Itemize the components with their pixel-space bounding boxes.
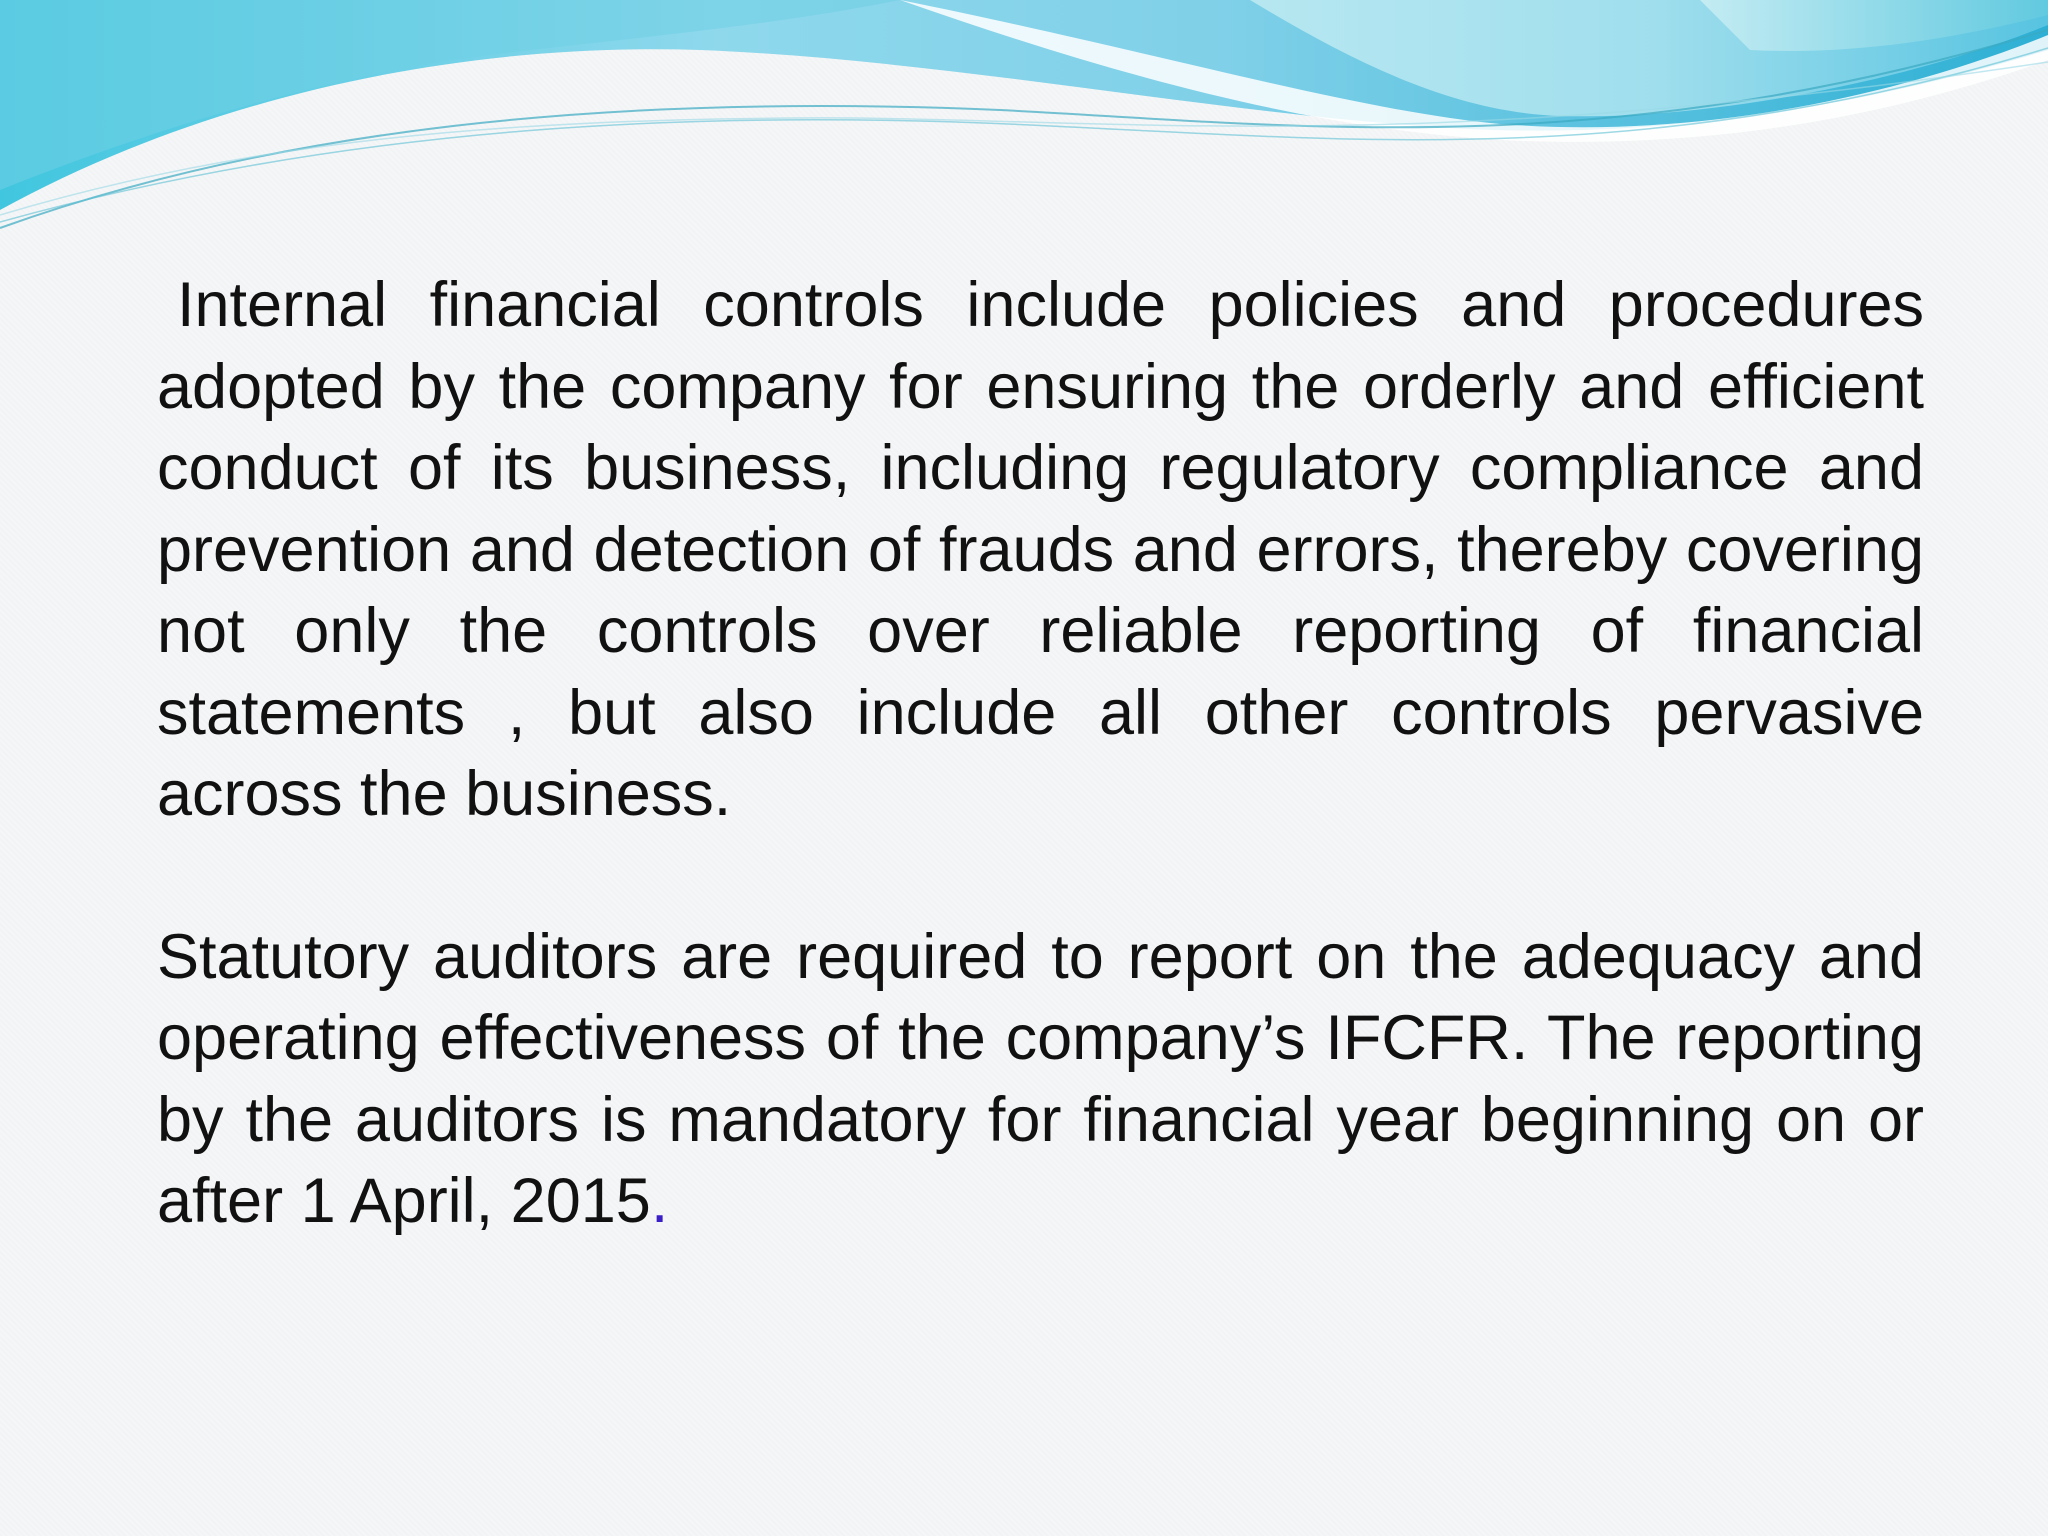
header-wave-decoration xyxy=(0,0,2048,240)
paragraph-statutory-auditors xyxy=(157,917,1924,1243)
slide-body xyxy=(157,265,1924,1243)
paragraph-internal-controls: Internal financial controls include policies and procedures adopted by the company for ensuring the orderly and efficient conduct of its business, including regulatory compliance and prevention and detection of frauds and errors, thereby covering not only the controls over reliable reporting of financial statements , but also include all other controls pervasive across the business. xyxy=(157,270,1924,829)
paragraph-statutory-auditors-text: Statutory auditors are required to report on the adequacy and operating effectiveness of the company’s IFCFR. The reporting by the auditors is mandatory for financial year beginning on or after 1 April, 2015 xyxy=(157,921,1924,1236)
accent-period: . xyxy=(650,1166,669,1236)
